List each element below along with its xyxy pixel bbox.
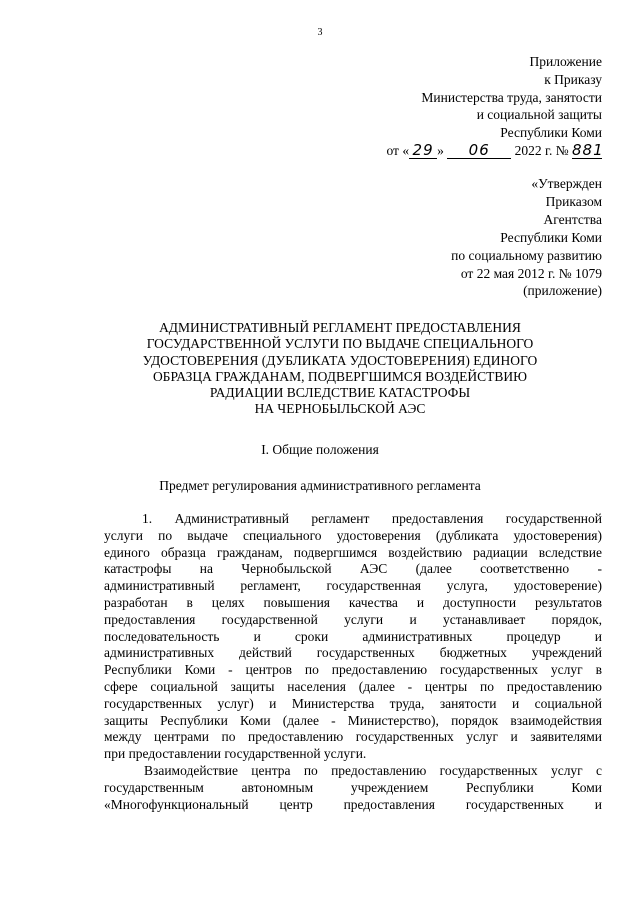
- approved-line: по социальному развитию: [451, 247, 602, 263]
- body-line: предоставления государственной услуги и устанавливает порядок,: [104, 611, 602, 627]
- appendix-line: Приложение: [529, 54, 602, 69]
- order-year: 2022 г. №: [514, 142, 569, 158]
- approved-line: «Утвержден: [531, 176, 602, 191]
- body-line: защиты Республики Коми (далее - Министерство), порядок взаимодействия: [104, 712, 602, 728]
- body-line: административный регламент, государственная услуга, удостоверение): [104, 578, 602, 594]
- body-line: разработан в целях повышения качества и доступности результатов: [104, 594, 602, 610]
- body-text: [104, 511, 602, 813]
- order-quote: »: [437, 142, 444, 158]
- approved-line: Агентства: [543, 211, 602, 227]
- body-line: Взаимодействие центра по предоставлению государственных услуг с: [144, 762, 602, 778]
- appendix-line: Республики Коми: [500, 125, 602, 141]
- approved-line: Республики Коми: [500, 229, 602, 245]
- title-line: АДМИНИСТРАТИВНЫЙ РЕГЛАМЕНТ ПРЕДОСТАВЛЕНИЯ: [159, 320, 521, 335]
- appendix-line: Министерства труда, занятости: [421, 89, 602, 105]
- document-title: [100, 320, 580, 418]
- appendix-line: и социальной защиты: [476, 107, 602, 123]
- title-line: ГОСУДАРСТВЕННОЙ УСЛУГИ ПО ВЫДАЧЕ СПЕЦИАЛЬНОГО: [146, 336, 534, 352]
- body-line: «Многофункциональный центр предоставления государственных и: [104, 796, 602, 812]
- body-line: государственных услуг) и Министерства труда, занятости и социальной: [104, 695, 602, 711]
- body-line: 1. Административный регламент предоставления государственной: [142, 511, 602, 526]
- approved-line: (приложение): [523, 283, 602, 299]
- approved-block: [451, 175, 602, 300]
- subsection-heading: Предмет регулирования административного регламента: [159, 478, 481, 493]
- body-line: последовательность и сроки административных процедур и: [104, 628, 602, 644]
- order-number-handwritten: 881: [572, 140, 604, 159]
- body-line: Республики Коми - центров по предоставлению государственных услуг в: [104, 662, 602, 678]
- title-line: ОБРАЗЦА ГРАЖДАНАМ, ПОДВЕРГШИМСЯ ВОЗДЕЙСТВИЮ: [152, 368, 528, 384]
- order-day-handwritten: 29: [412, 140, 434, 159]
- body-line: единого образца гражданам, подвергшимся воздействию радиации вследствие: [104, 544, 602, 560]
- body-line: государственным автономным учреждением Республики Коми: [104, 779, 602, 795]
- order-day-field: [409, 140, 437, 159]
- title-line: РАДИАЦИИ ВСЛЕДСТВИЕ КАТАСТРОФЫ: [209, 385, 471, 401]
- appendix-line: к Приказу: [544, 71, 602, 87]
- section-heading: I. Общие положения: [261, 442, 379, 457]
- title-line: УДОСТОВЕРЕНИЯ (ДУБЛИКАТА УДОСТОВЕРЕНИЯ) ЕДИНОГО: [142, 352, 538, 368]
- body-line: катастрофы на Чернобыльской АЭС (далее соответственно -: [104, 561, 602, 577]
- body-line: сфере социальной защиты населения (далее - центры по предоставлению: [104, 678, 602, 694]
- body-line: услуги по выдаче специального удостоверения (дубликата удостоверения): [104, 527, 602, 543]
- order-date-line: [386, 142, 602, 160]
- approved-line: Приказом: [545, 193, 602, 209]
- page-number: 3: [317, 27, 323, 38]
- appendix-block: [386, 53, 602, 160]
- title-line: НА ЧЕРНОБЫЛЬСКОЙ АЭС: [254, 401, 426, 417]
- order-month-handwritten: 06: [468, 140, 490, 159]
- body-line: при предоставлении государственной услуги.: [104, 746, 367, 762]
- body-line: между центрами по предоставлению государственных услуг и заявителями: [104, 729, 602, 745]
- order-number-field: [572, 140, 604, 159]
- approved-line: от 22 мая 2012 г. № 1079: [460, 265, 602, 281]
- order-month-field: [447, 140, 511, 159]
- order-prefix: от «: [386, 142, 410, 158]
- body-line: административных действий государственных бюджетных учреждений: [104, 645, 602, 661]
